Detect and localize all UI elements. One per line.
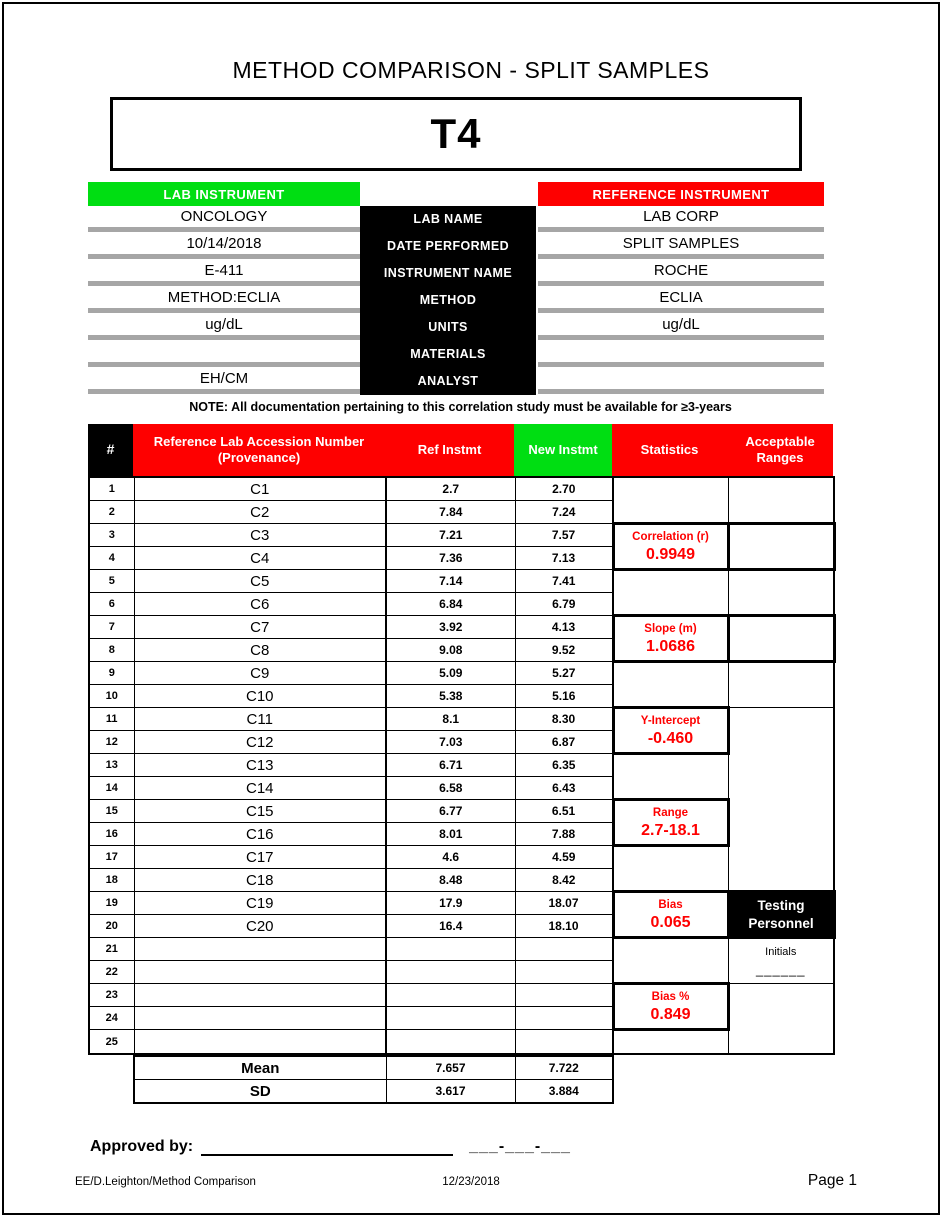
new-value-cell: 7.24 (515, 501, 613, 524)
mean-row (134, 1056, 613, 1080)
new-value-cell (515, 984, 613, 1007)
accession-cell: C8 (134, 639, 386, 662)
statistics-empty-cell (613, 662, 728, 708)
row-number: 23 (89, 984, 134, 1007)
page-title: METHOD COMPARISON - SPLIT SAMPLES (232, 57, 710, 83)
ref-value-cell: 3.92 (386, 616, 515, 639)
statistic-range (613, 800, 728, 846)
accession-cell (134, 961, 386, 984)
header-statistics: Statistics (612, 424, 727, 476)
footer-document-id: EE/D.Leighton/Method Comparison (75, 1176, 256, 1188)
ref-value-cell: 6.84 (386, 593, 515, 616)
new-value-cell: 4.59 (515, 846, 613, 869)
sd-label: SD (134, 1080, 386, 1104)
table-row (89, 938, 834, 961)
ref-value-cell: 7.84 (386, 501, 515, 524)
range-value: 2.7-18.1 (641, 822, 700, 839)
row-number: 25 (89, 1030, 134, 1055)
lab-instrument-column (88, 206, 360, 395)
info-label-column (360, 206, 536, 395)
row-number: 2 (89, 501, 134, 524)
accession-cell: C15 (134, 800, 386, 823)
new-value-cell: 5.16 (515, 685, 613, 708)
data-table (88, 476, 836, 1055)
ref-materials-value (538, 341, 824, 368)
ref-analyst-value (538, 368, 824, 395)
statistic-bias-percent (613, 984, 728, 1030)
row-number: 17 (89, 846, 134, 869)
table-row (89, 708, 834, 731)
new-value-cell: 7.13 (515, 547, 613, 570)
accession-cell: C6 (134, 593, 386, 616)
new-value-cell (515, 1007, 613, 1030)
statistic-correlation (613, 524, 728, 570)
reference-instrument-column (538, 206, 824, 395)
reference-instrument-banner: REFERENCE INSTRUMENT (538, 182, 824, 206)
accession-cell: C16 (134, 823, 386, 846)
accession-cell: C11 (134, 708, 386, 731)
table-row (89, 984, 834, 1007)
new-value-cell: 7.41 (515, 570, 613, 593)
row-number: 14 (89, 777, 134, 800)
method-label: METHOD (419, 293, 477, 307)
accession-cell: C20 (134, 915, 386, 938)
new-value-cell (515, 961, 613, 984)
bias-percent-value: 0.849 (650, 1006, 691, 1023)
ref-value-cell: 8.01 (386, 823, 515, 846)
row-number: 13 (89, 754, 134, 777)
lab-name-value: ONCOLOGY (88, 206, 360, 233)
accession-cell (134, 938, 386, 961)
row-number: 7 (89, 616, 134, 639)
sd-ref-value: 3.617 (386, 1080, 515, 1104)
row-number: 15 (89, 800, 134, 823)
header-accession: Reference Lab Accession Number (Provenance) (133, 424, 385, 476)
ref-value-cell: 17.9 (386, 892, 515, 915)
accession-cell: C18 (134, 869, 386, 892)
statistic-bias (613, 892, 728, 938)
row-number: 9 (89, 662, 134, 685)
accession-cell (134, 1030, 386, 1055)
table-row (89, 892, 834, 915)
table-row (89, 754, 834, 777)
ref-value-cell: 7.36 (386, 547, 515, 570)
accession-cell: C3 (134, 524, 386, 547)
accession-cell: C13 (134, 754, 386, 777)
accession-cell: C7 (134, 616, 386, 639)
row-number: 3 (89, 524, 134, 547)
instrument-name-label: INSTRUMENT NAME (383, 266, 513, 280)
testing-personnel-header: Testing Personnel (728, 892, 834, 938)
slope-label: Slope (m) (644, 623, 697, 635)
approval-section (90, 1136, 571, 1156)
new-value-cell: 6.87 (515, 731, 613, 754)
ref-value-cell: 8.1 (386, 708, 515, 731)
date-performed-value: 10/14/2018 (88, 233, 360, 260)
new-value-cell: 6.35 (515, 754, 613, 777)
ref-value-cell: 7.03 (386, 731, 515, 754)
acceptable-range-empty-cell (728, 477, 834, 524)
new-value-cell: 8.30 (515, 708, 613, 731)
ref-value-cell: 16.4 (386, 915, 515, 938)
accession-cell: C17 (134, 846, 386, 869)
new-value-cell: 18.10 (515, 915, 613, 938)
table-row (89, 524, 834, 547)
acceptable-range-empty-cell (728, 662, 834, 708)
statistic-slope (613, 616, 728, 662)
footer-date: 12/23/2018 (442, 1176, 500, 1188)
comparison-table (88, 424, 833, 1104)
row-number: 20 (89, 915, 134, 938)
bias-percent-label: Bias % (651, 991, 690, 1003)
ref-lab-name-value: LAB CORP (538, 206, 824, 233)
statistics-empty-cell (613, 846, 728, 892)
header-acceptable-ranges: Acceptable Ranges (727, 424, 833, 476)
bias-value: 0.065 (650, 914, 691, 931)
ref-value-cell (386, 1007, 515, 1030)
header-row-number: # (88, 424, 133, 476)
table-row (89, 477, 834, 501)
units-label: UNITS (428, 320, 468, 334)
mean-label: Mean (134, 1056, 386, 1080)
statistics-empty-cell (613, 754, 728, 800)
ref-value-cell: 7.14 (386, 570, 515, 593)
row-number: 12 (89, 731, 134, 754)
approval-date-blanks: ___-___-___ (469, 1138, 571, 1155)
accession-cell: C10 (134, 685, 386, 708)
accession-cell: C12 (134, 731, 386, 754)
lab-instrument-banner: LAB INSTRUMENT (88, 182, 360, 206)
row-number: 21 (89, 938, 134, 961)
y-intercept-value: -0.460 (647, 730, 694, 747)
y-intercept-label: Y-Intercept (640, 715, 701, 727)
ref-value-cell (386, 984, 515, 1007)
ref-units-value: ug/dL (538, 314, 824, 341)
new-value-cell (515, 1030, 613, 1055)
sd-row (134, 1080, 613, 1104)
row-number: 1 (89, 477, 134, 501)
new-value-cell: 6.43 (515, 777, 613, 800)
ref-value-cell (386, 1030, 515, 1055)
new-value-cell: 2.70 (515, 477, 613, 501)
ref-value-cell: 2.7 (386, 477, 515, 501)
new-value-cell: 8.42 (515, 869, 613, 892)
mean-ref-value: 7.657 (386, 1056, 515, 1080)
ref-date-performed-value: SPLIT SAMPLES (538, 233, 824, 260)
accession-cell: C1 (134, 477, 386, 501)
statistics-empty-cell (613, 477, 728, 524)
lab-name-label: LAB NAME (413, 212, 483, 226)
acceptable-range-box (728, 616, 834, 662)
acceptable-range-empty-cell (728, 984, 834, 1055)
new-value-cell: 5.27 (515, 662, 613, 685)
row-number: 6 (89, 593, 134, 616)
instrument-name-value: E-411 (88, 260, 360, 287)
ref-value-cell: 8.48 (386, 869, 515, 892)
ref-instrument-name-value: ROCHE (538, 260, 824, 287)
new-value-cell: 4.13 (515, 616, 613, 639)
ref-method-value: ECLIA (538, 287, 824, 314)
initials-blank-line: ______ (756, 961, 806, 977)
new-value-cell: 6.79 (515, 593, 613, 616)
ref-value-cell: 9.08 (386, 639, 515, 662)
summary-table (133, 1055, 614, 1104)
accession-cell: C5 (134, 570, 386, 593)
statistics-empty-cell (613, 570, 728, 616)
header-new-instrument: New Instmt (514, 424, 612, 476)
new-value-cell: 7.57 (515, 524, 613, 547)
table-row (89, 1030, 834, 1055)
accession-cell: C9 (134, 662, 386, 685)
ref-value-cell: 5.09 (386, 662, 515, 685)
acceptable-range-empty-cell (728, 708, 834, 892)
new-value-cell (515, 938, 613, 961)
table-row (89, 800, 834, 823)
accession-cell: C19 (134, 892, 386, 915)
accession-cell (134, 1007, 386, 1030)
acceptable-range-box (728, 524, 834, 570)
accession-cell: C14 (134, 777, 386, 800)
row-number: 24 (89, 1007, 134, 1030)
table-row (89, 846, 834, 869)
correlation-label: Correlation (r) (632, 531, 709, 543)
ref-value-cell: 5.38 (386, 685, 515, 708)
correlation-value: 0.9949 (646, 546, 695, 563)
header-ref-instrument: Ref Instmt (385, 424, 514, 476)
analyte-box (110, 97, 802, 171)
ref-value-cell: 4.6 (386, 846, 515, 869)
row-number: 5 (89, 570, 134, 593)
table-row (89, 616, 834, 639)
approved-by-label: Approved by: (90, 1138, 194, 1155)
acceptable-range-empty-cell (728, 570, 834, 616)
ref-value-cell: 7.21 (386, 524, 515, 547)
row-number: 4 (89, 547, 134, 570)
materials-value (88, 341, 360, 368)
initials-cell (728, 938, 834, 984)
analyte-name: T4 (430, 110, 482, 157)
accession-cell (134, 984, 386, 1007)
row-number: 16 (89, 823, 134, 846)
ref-value-cell: 6.77 (386, 800, 515, 823)
ref-value-cell: 6.58 (386, 777, 515, 800)
accession-cell: C2 (134, 501, 386, 524)
retention-note: NOTE: All documentation pertaining to this correlation study must be available for ≥3-years (189, 400, 732, 414)
bias-label: Bias (658, 899, 683, 911)
slope-value: 1.0686 (646, 638, 695, 655)
row-number: 8 (89, 639, 134, 662)
row-number: 11 (89, 708, 134, 731)
sd-new-value: 3.884 (515, 1080, 613, 1104)
ref-value-cell: 6.71 (386, 754, 515, 777)
footer-page-number: Page 1 (807, 1172, 857, 1189)
ref-value-cell (386, 938, 515, 961)
statistic-y-intercept (613, 708, 728, 754)
analyst-label: ANALYST (417, 374, 479, 388)
accession-cell: C4 (134, 547, 386, 570)
table-header-row (88, 424, 833, 476)
table-row (89, 662, 834, 685)
signature-line (201, 1136, 453, 1156)
ref-value-cell (386, 961, 515, 984)
mean-new-value: 7.722 (515, 1056, 613, 1080)
range-label: Range (652, 807, 689, 819)
method-value: METHOD:ECLIA (88, 287, 360, 314)
row-number: 19 (89, 892, 134, 915)
row-number: 22 (89, 961, 134, 984)
initials-label: Initials (765, 945, 797, 958)
date-performed-label: DATE PERFORMED (386, 239, 510, 253)
statistics-empty-cell (613, 938, 728, 984)
new-value-cell: 9.52 (515, 639, 613, 662)
new-value-cell: 6.51 (515, 800, 613, 823)
materials-label: MATERIALS (410, 347, 486, 361)
new-value-cell: 7.88 (515, 823, 613, 846)
table-row (89, 570, 834, 593)
statistics-empty-cell (613, 1030, 728, 1055)
row-number: 18 (89, 869, 134, 892)
units-value: ug/dL (88, 314, 360, 341)
new-value-cell: 18.07 (515, 892, 613, 915)
row-number: 10 (89, 685, 134, 708)
analyst-value: EH/CM (88, 368, 360, 395)
